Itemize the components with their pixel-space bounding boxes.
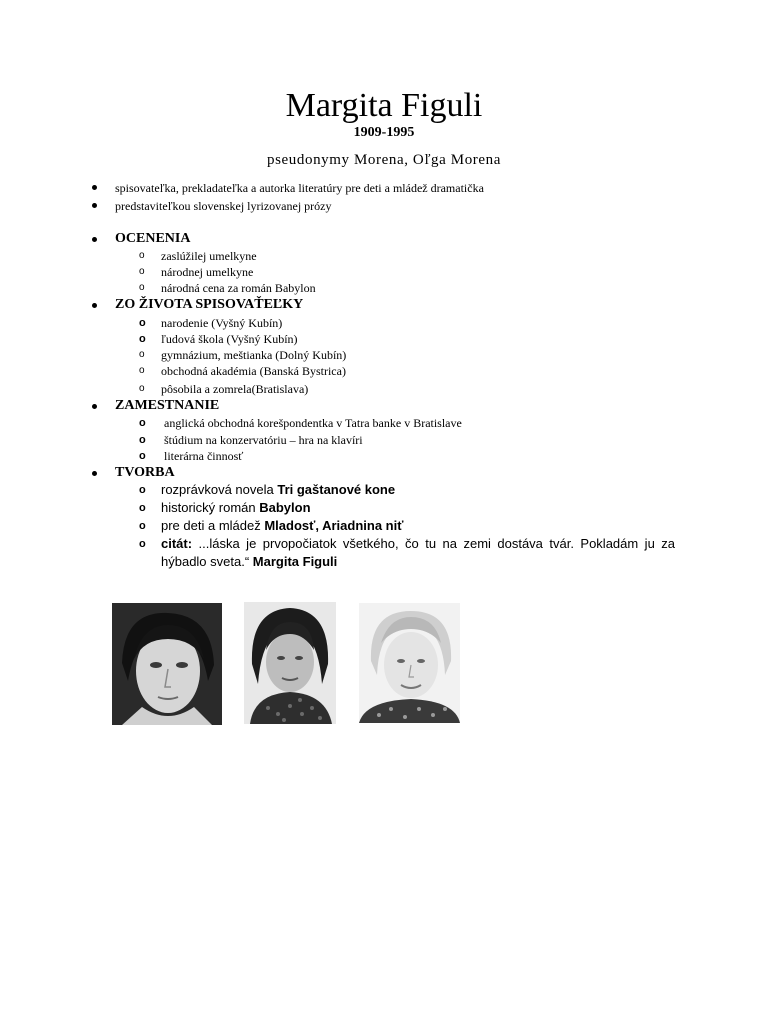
circle-bullet-icon: o [139, 365, 145, 376]
document-page: Margita Figuli 1909-1995 pseudonymy Morena, Oľga Morena spisovateľka, prekladateľka a autorka literatúry pre deti a mládež dramatička predstaviteľkou slovenskej lyrizovanej prózy OCENENIA o zaslúžilej umelkyne o národnej umelkyne o národná cena za román Babylon ZO ŽIVOTA SPISOVAŤEĽKY o narodenie (Vyšný Kubín) o ľudová škola (Vyšný Kubín) o gymnázium, meštianka (Dolný Kubín) o obchodná akadémia (Banská Bystrica) o pôsobila a zomrela(Bratislava) ZAMESTNANIE o anglická obchodná korešpondentka v Tatra banke v Bratislave o štúdium na konzervatóriu – hra na klavíri o literárna činnosť TVORBA o rozprávková novela Tri gaštanové kone o historický román Babylon o pre deti a mládež Mladosť, Ariadnina niť o citát: ...láska je prvopočiatok všetkého, čo tu na zemi dostáva tvár. Pokladám ju za hýbadlo sveta.“ Margita Figuli [0, 0, 768, 1024]
circle-bullet-icon: o [139, 417, 146, 429]
page-title: Margita Figuli [285, 87, 483, 124]
quote-label: citát: [161, 536, 193, 551]
circle-bullet-icon: o [139, 333, 146, 345]
quote-text: citát: ...láska je prvopočiatok všetkého, čo tu na zemi dostáva tvár. Pokladám ju za hýbadlo sveta.“ Margita Figuli [161, 536, 675, 569]
bullet-dot-icon [92, 471, 97, 476]
photo-middle-age [244, 602, 336, 724]
bullet-dot-icon [92, 203, 97, 208]
circle-bullet-icon: o [139, 317, 146, 329]
work-title: Mladosť, Ariadnina niť [264, 518, 404, 533]
circle-bullet-icon: o [139, 450, 146, 462]
circle-bullet-icon: o [139, 484, 146, 496]
quote-author: Margita Figuli [252, 554, 338, 569]
photo-young [112, 603, 222, 748]
circle-bullet-icon: o [139, 502, 146, 514]
bullet-dot-icon [92, 185, 97, 190]
circle-bullet-icon: o [139, 266, 145, 277]
pseudonyms-line: pseudonymy Morena, Oľga Morena [266, 152, 502, 168]
bullet-dot-icon [92, 303, 97, 308]
circle-bullet-icon: o [139, 383, 145, 394]
circle-bullet-icon: o [139, 520, 146, 532]
circle-bullet-icon: o [139, 349, 145, 360]
bullet-dot-icon [92, 404, 97, 409]
work-title: Babylon [259, 500, 311, 515]
circle-bullet-icon: o [139, 538, 146, 550]
work-title: Tri gaštanové kone [277, 482, 396, 497]
circle-bullet-icon: o [139, 250, 145, 261]
circle-bullet-icon: o [139, 282, 145, 293]
bullet-dot-icon [92, 237, 97, 242]
circle-bullet-icon: o [139, 434, 146, 446]
photo-elderly [359, 603, 460, 723]
life-years: 1909-1995 [353, 125, 415, 140]
